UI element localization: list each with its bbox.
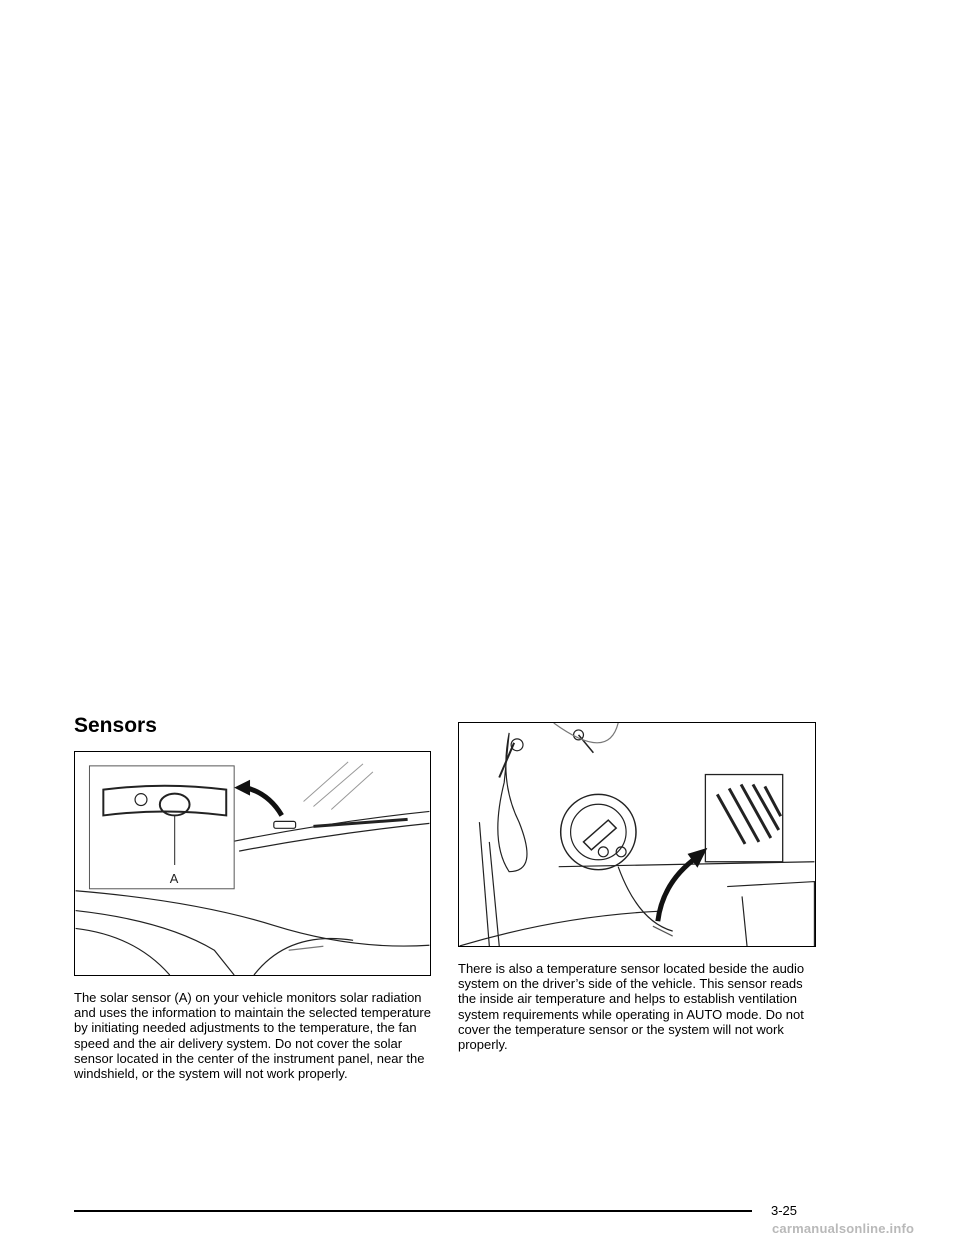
footer-rule: [74, 1210, 752, 1212]
callout-label-a: A: [169, 870, 179, 886]
solar-sensor-paragraph: The solar sensor (A) on your vehicle monitors solar radiation and uses the information to maintain the selected temperature by initiating needed adjustments to the temperature, the fan speed and the air delivery system. Do not cover the solar sensor located in the center of the instrument panel, near the windshield, or the system will not work properly.: [74, 990, 431, 1082]
solar-sensor-illustration: [74, 751, 431, 976]
temperature-sensor-illustration: [458, 722, 816, 947]
page-number: 3-25: [771, 1203, 798, 1218]
watermark: carmanualsonline.info: [772, 1221, 915, 1236]
section-title: Sensors: [74, 714, 157, 737]
temperature-sensor-paragraph: There is also a temperature sensor located beside the audio system on the driver’s side of the vehicle. This sensor reads the inside air temperature and helps to establish ventilation system requirements while operating in AUTO mode. Do not cover the temperature sensor or the system will not work properly.: [458, 961, 805, 1053]
